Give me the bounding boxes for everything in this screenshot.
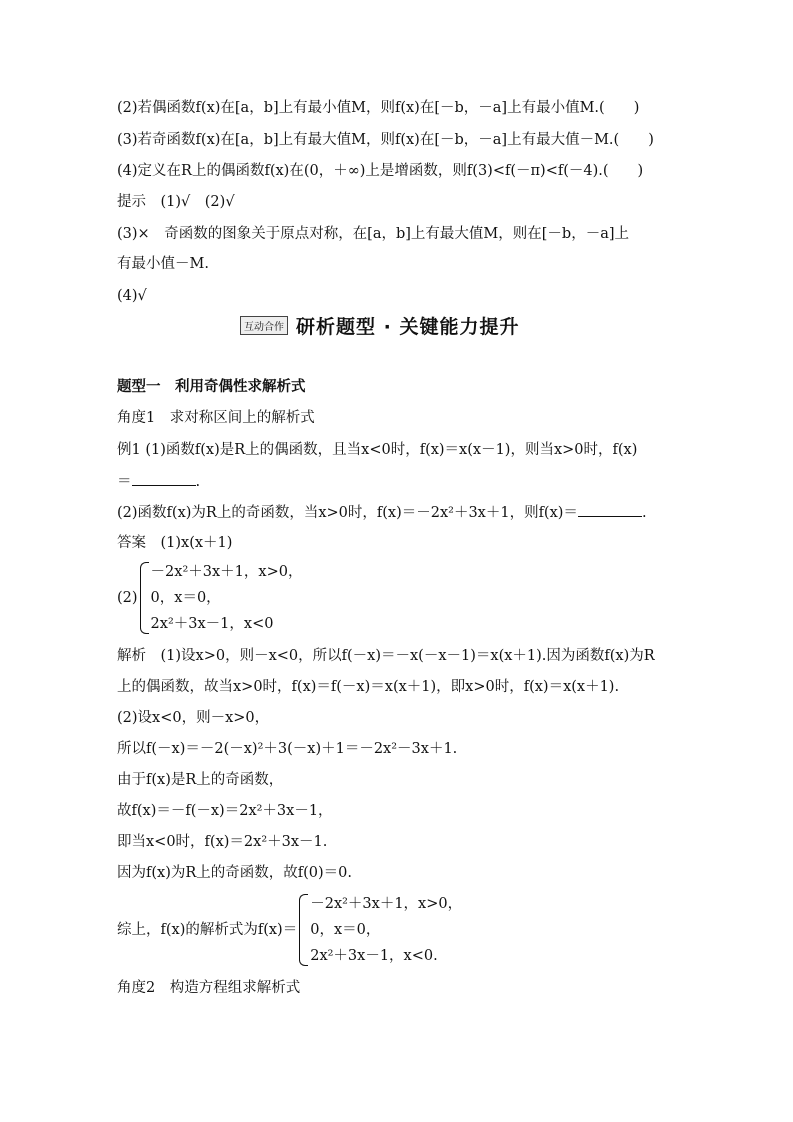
answer-blank-1	[132, 471, 196, 486]
angle-1-heading: 角度1 求对称区间上的解析式	[117, 410, 315, 426]
type-1-heading: 题型一 利用奇偶性求解析式	[117, 378, 306, 395]
item-2: (2)若偶函数f(x)在[a，b]上有最小值M，则f(x)在[－b，－a]上有最小值M.( )	[117, 100, 640, 116]
answer-1: 答案 (1)x(x＋1)	[117, 535, 233, 551]
case-1: －2x²＋3x＋1，x>0，	[150, 564, 303, 580]
answer-2-cases	[151, 562, 303, 634]
item-4: (4)定义在R上的偶函数f(x)在(0，＋∞)上是增函数，则f(3)<f(－π)<f(－4).( )	[117, 163, 644, 179]
summary-piecewise	[117, 894, 462, 966]
case-3: 2x²＋3x－1，x<0	[150, 616, 274, 632]
summary-prefix: 综上，f(x)的解析式为f(x)＝	[117, 922, 298, 938]
summary-case-2: 0，x＝0，	[310, 922, 381, 938]
hint-3-line2: 有最小值－M.	[117, 256, 209, 272]
solution-2-line2: 所以f(－x)＝－2(－x)²＋3(－x)＋1＝－2x²－3x＋1.	[117, 741, 458, 757]
example-1-part2: (2)函数f(x)为R上的奇函数，当x>0时，f(x)＝－2x²＋3x＋1，则f(x)＝ .	[117, 502, 647, 523]
example-1-line2: ＝ .	[117, 471, 200, 492]
banner-title: 研析题型 · 关键能力提升	[296, 316, 520, 338]
banner-tag: 互动合作	[240, 316, 288, 335]
hint-4: (4)√	[117, 288, 147, 304]
case-2: 0，x＝0，	[150, 590, 221, 606]
summary-case-3: 2x²＋3x－1，x<0.	[310, 948, 438, 964]
angle-2-heading: 角度2 构造方程组求解析式	[117, 980, 301, 996]
summary-left-brace	[299, 894, 308, 966]
answer-2-piecewise	[117, 562, 302, 634]
solution-2-line6: 因为f(x)为R上的奇函数，故f(0)＝0.	[117, 865, 353, 881]
solution-2-line1: (2)设x<0，则－x>0，	[117, 710, 270, 726]
example-1-line1: 例1 (1)函数f(x)是R上的偶函数，且当x<0时，f(x)＝x(x－1)，则当x>0时，f(x)	[117, 442, 638, 458]
section-banner	[240, 312, 519, 339]
solution-2-line5: 即当x<0时，f(x)＝2x²＋3x－1.	[117, 834, 328, 850]
example-1-part2-text: (2)函数f(x)为R上的奇函数，当x>0时，f(x)＝－2x²＋3x＋1，则f(x)＝	[117, 505, 578, 521]
solution-1-line1: 解析 (1)设x>0，则－x<0，所以f(－x)＝－x(－x－1)＝x(x＋1).因为函数f(x)为R	[117, 648, 655, 664]
summary-cases	[310, 894, 462, 966]
hint-1-2: 提示 (1)√ (2)√	[117, 194, 235, 210]
solution-1-line2: 上的偶函数，故当x>0时，f(x)＝f(－x)＝x(x＋1)，即x>0时，f(x)＝x(x＋1).	[117, 679, 620, 695]
answer-blank-2	[578, 502, 642, 517]
answer-2-prefix: (2)	[117, 590, 138, 606]
equals-sign: ＝	[117, 474, 132, 490]
solution-2-line3: 由于f(x)是R上的奇函数，	[117, 772, 284, 788]
solution-2-line4: 故f(x)＝－f(－x)＝2x²＋3x－1，	[117, 803, 333, 819]
left-brace	[140, 562, 149, 634]
item-3: (3)若奇函数f(x)在[a，b]上有最大值M，则f(x)在[－b，－a]上有最大值－M.( )	[117, 132, 654, 148]
summary-case-1: －2x²＋3x＋1，x>0，	[310, 896, 463, 912]
hint-3-line1: (3)× 奇函数的图象关于原点对称，在[a，b]上有最大值M，则在[－b，－a]上	[117, 226, 630, 242]
